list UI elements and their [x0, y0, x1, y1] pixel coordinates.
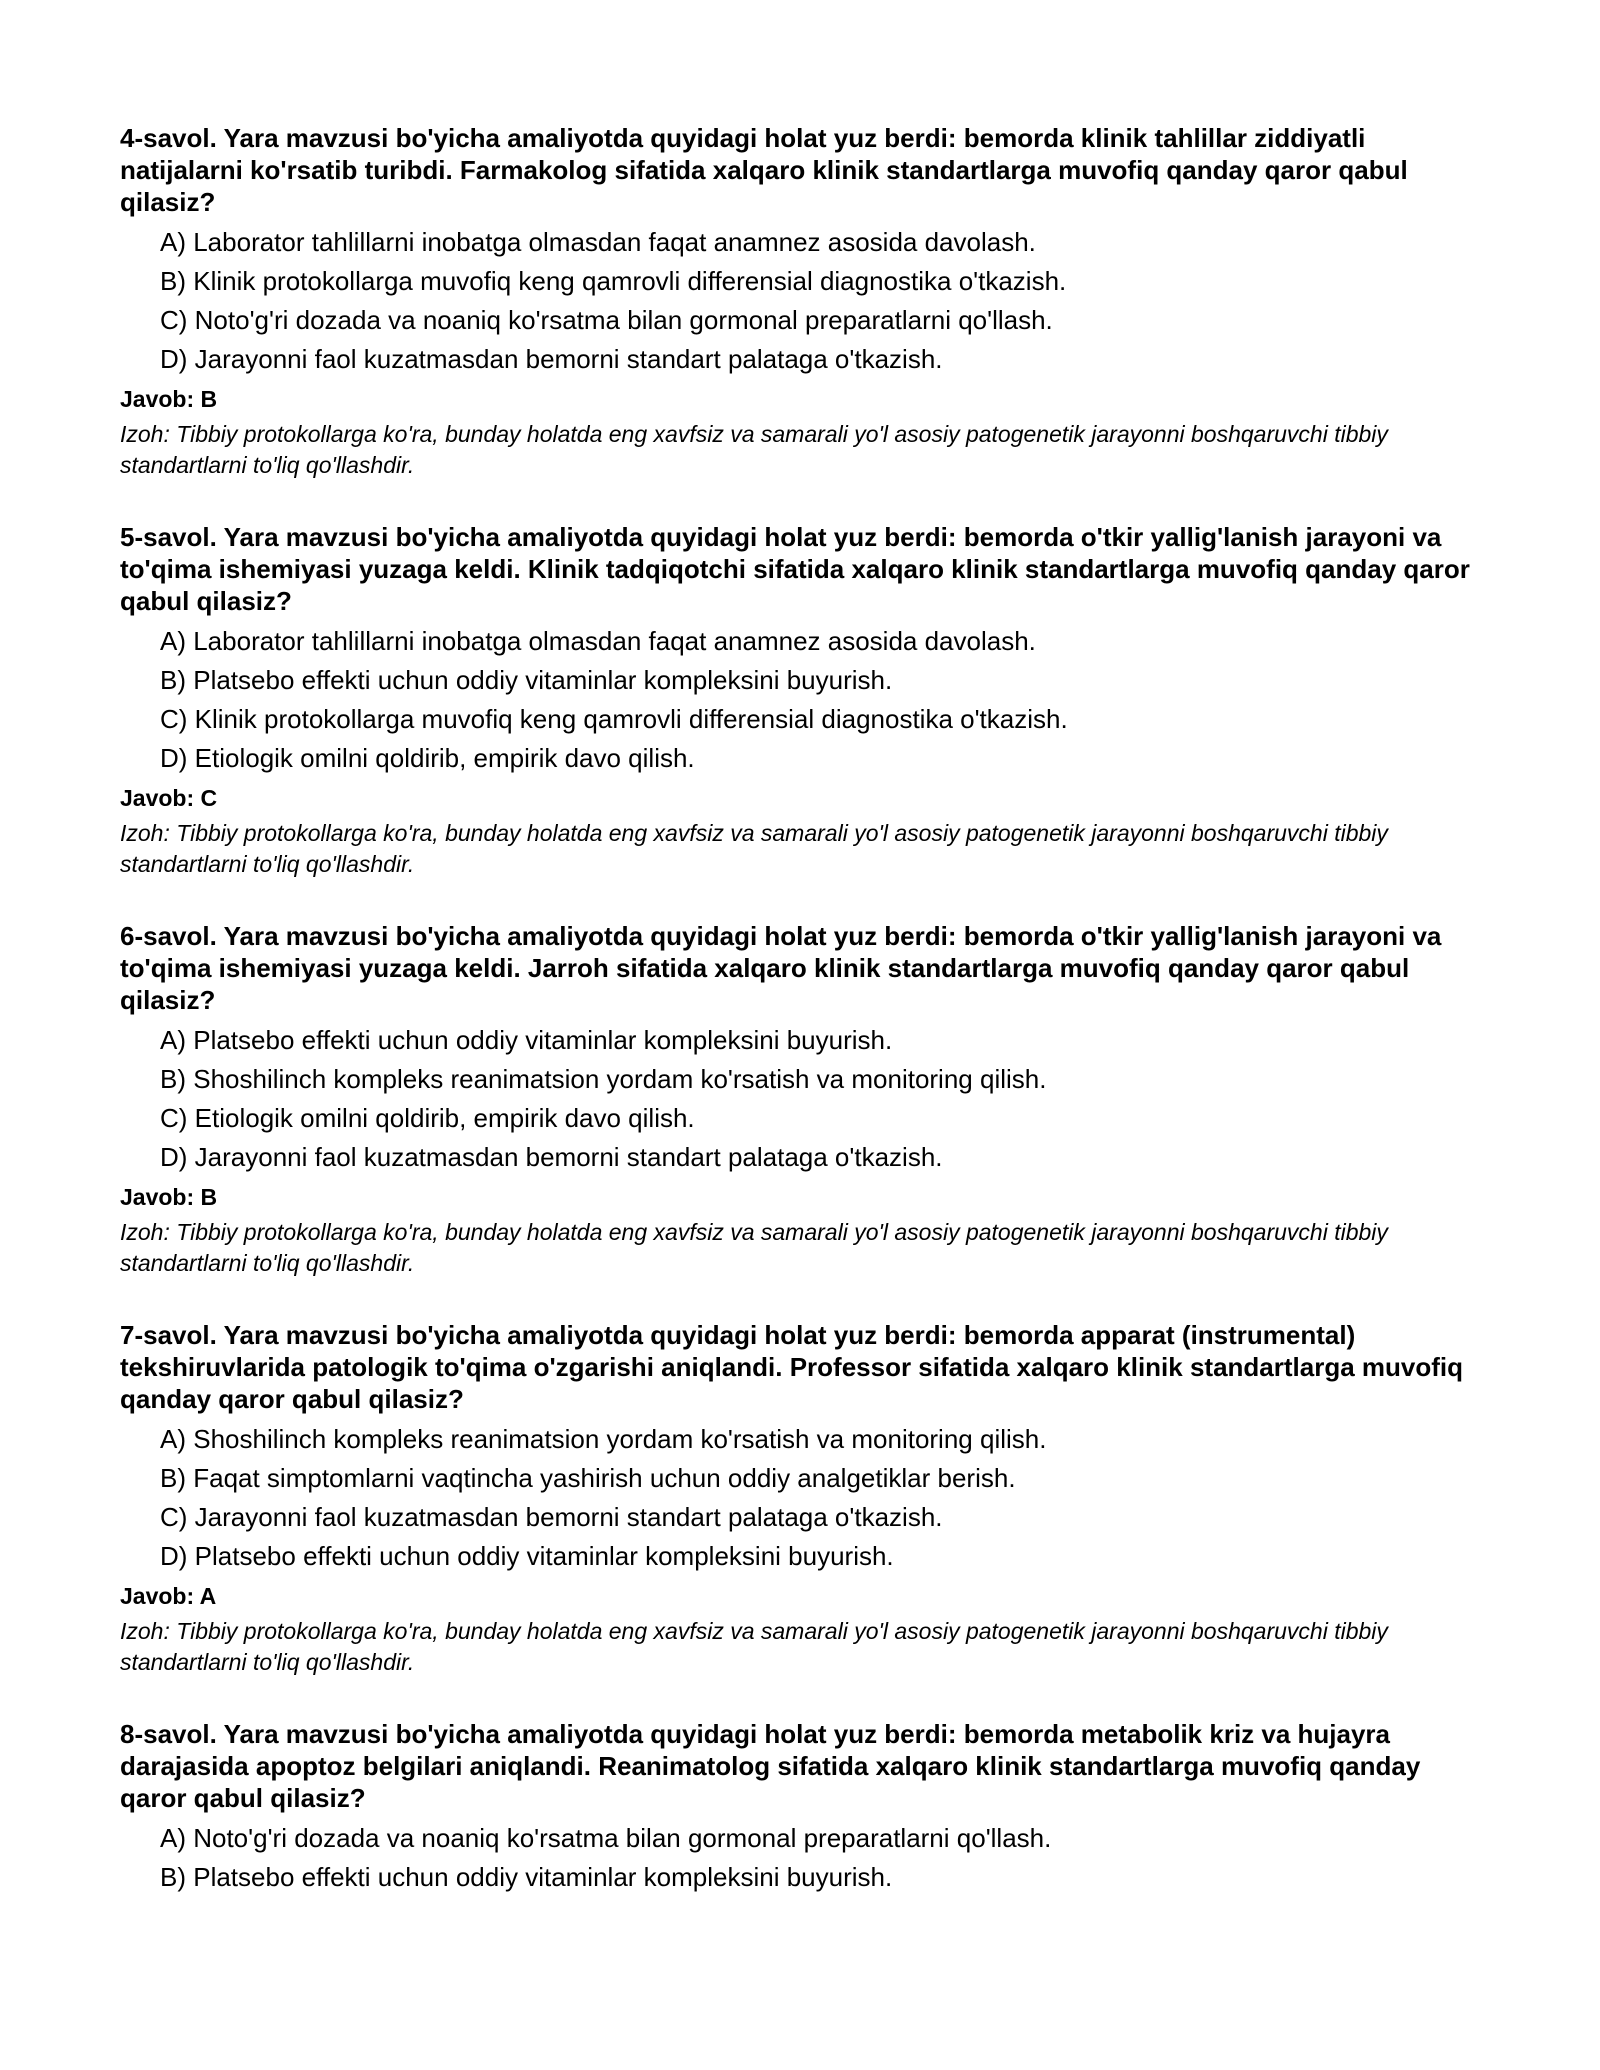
option-a: A) Platsebo effekti uchun oddiy vitaminlar kompleksini buyurish.	[160, 1025, 893, 1055]
answer-label: Javob: C	[120, 785, 218, 811]
explanation-text: Izoh: Tibbiy protokollarga ko'ra, bunday holatda eng xavfsiz va samarali yo'l asosiy patogenetik jarayonni boshqaruvchi tibbiy standartlarni to'liq qo'llashdir.	[120, 1618, 1388, 1675]
question-5	[120, 521, 1480, 880]
question-title: 6-savol. Yara mavzusi bo'yicha amaliyotda quyidagi holat yuz berdi: bemorda o'tkir yallig'lanish jarayoni va to'qima ishemiyasi yuzaga keldi. Jarroh sifatida xalqaro klinik standartlarga muvofiq qanday qaror qabul qilasiz?	[120, 921, 1442, 1015]
option-c: C) Etiologik omilni qoldirib, empirik davo qilish.	[160, 1103, 695, 1133]
option-b: B) Shoshilinch kompleks reanimatsion yordam ko'rsatish va monitoring qilish.	[160, 1064, 1047, 1094]
option-a: A) Noto'g'ri dozada va noaniq ko'rsatma bilan gormonal preparatlarni qo'llash.	[160, 1823, 1052, 1853]
explanation-text: Izoh: Tibbiy protokollarga ko'ra, bunday holatda eng xavfsiz va samarali yo'l asosiy patogenetik jarayonni boshqaruvchi tibbiy standartlarni to'liq qo'llashdir.	[120, 820, 1388, 877]
option-d: D) Platsebo effekti uchun oddiy vitaminlar kompleksini buyurish.	[160, 1541, 894, 1571]
option-b: B) Platsebo effekti uchun oddiy vitaminlar kompleksini buyurish.	[160, 665, 893, 695]
question-title: 5-savol. Yara mavzusi bo'yicha amaliyotda quyidagi holat yuz berdi: bemorda o'tkir yallig'lanish jarayoni va to'qima ishemiyasi yuzaga keldi. Klinik tadqiqotchi sifatida xalqaro klinik standartlarga muvofiq qanday qaror qabul qilasiz?	[120, 522, 1470, 616]
option-d: D) Jarayonni faol kuzatmasdan bemorni standart palataga o'tkazish.	[160, 344, 943, 374]
option-a: A) Shoshilinch kompleks reanimatsion yordam ko'rsatish va monitoring qilish.	[160, 1424, 1047, 1454]
explanation-text: Izoh: Tibbiy protokollarga ko'ra, bunday holatda eng xavfsiz va samarali yo'l asosiy patogenetik jarayonni boshqaruvchi tibbiy standartlarni to'liq qo'llashdir.	[120, 421, 1388, 478]
option-b: B) Platsebo effekti uchun oddiy vitaminlar kompleksini buyurish.	[160, 1862, 893, 1892]
question-7	[120, 1319, 1480, 1678]
option-list	[120, 1822, 1480, 1893]
option-b: B) Faqat simptomlarni vaqtincha yashirish uchun oddiy analgetiklar berish.	[160, 1463, 1016, 1493]
option-list	[120, 226, 1480, 375]
option-a: A) Laborator tahlillarni inobatga olmasdan faqat anamnez asosida davolash.	[160, 227, 1036, 257]
question-6	[120, 920, 1480, 1279]
option-c: C) Klinik protokollarga muvofiq keng qamrovli differensial diagnostika o'tkazish.	[160, 704, 1068, 734]
option-d: D) Etiologik omilni qoldirib, empirik davo qilish.	[160, 743, 695, 773]
option-a: A) Laborator tahlillarni inobatga olmasdan faqat anamnez asosida davolash.	[160, 626, 1036, 656]
document-page	[120, 122, 1480, 1933]
option-list	[120, 625, 1480, 774]
option-c: C) Jarayonni faol kuzatmasdan bemorni standart palataga o'tkazish.	[160, 1502, 943, 1532]
option-b: B) Klinik protokollarga muvofiq keng qamrovli differensial diagnostika o'tkazish.	[160, 266, 1067, 296]
answer-label: Javob: B	[120, 1184, 218, 1210]
option-list	[120, 1024, 1480, 1173]
option-c: C) Noto'g'ri dozada va noaniq ko'rsatma bilan gormonal preparatlarni qo'llash.	[160, 305, 1053, 335]
question-8	[120, 1718, 1480, 1893]
option-d: D) Jarayonni faol kuzatmasdan bemorni standart palataga o'tkazish.	[160, 1142, 943, 1172]
question-title: 4-savol. Yara mavzusi bo'yicha amaliyotda quyidagi holat yuz berdi: bemorda klinik tahlillar ziddiyatli natijalarni ko'rsatib turibdi. Farmakolog sifatida xalqaro klinik standartlarga muvofiq qanday qaror qabul qilasiz?	[120, 123, 1408, 217]
question-4	[120, 122, 1480, 481]
answer-label: Javob: B	[120, 386, 218, 412]
answer-label: Javob: A	[120, 1583, 217, 1609]
option-list	[120, 1423, 1480, 1572]
question-title: 7-savol. Yara mavzusi bo'yicha amaliyotda quyidagi holat yuz berdi: bemorda apparat (instrumental) tekshiruvlarida patologik to'qima o'zgarishi aniqlandi. Professor sifatida xalqaro klinik standartlarga muvofiq qanday qaror qabul qilasiz?	[120, 1320, 1464, 1414]
explanation-text: Izoh: Tibbiy protokollarga ko'ra, bunday holatda eng xavfsiz va samarali yo'l asosiy patogenetik jarayonni boshqaruvchi tibbiy standartlarni to'liq qo'llashdir.	[120, 1219, 1388, 1276]
question-title: 8-savol. Yara mavzusi bo'yicha amaliyotda quyidagi holat yuz berdi: bemorda metabolik kriz va hujayra darajasida apoptoz belgilari aniqlandi. Reanimatolog sifatida xalqaro klinik standartlarga muvofiq qanday qaror qabul qilasiz?	[120, 1719, 1421, 1813]
